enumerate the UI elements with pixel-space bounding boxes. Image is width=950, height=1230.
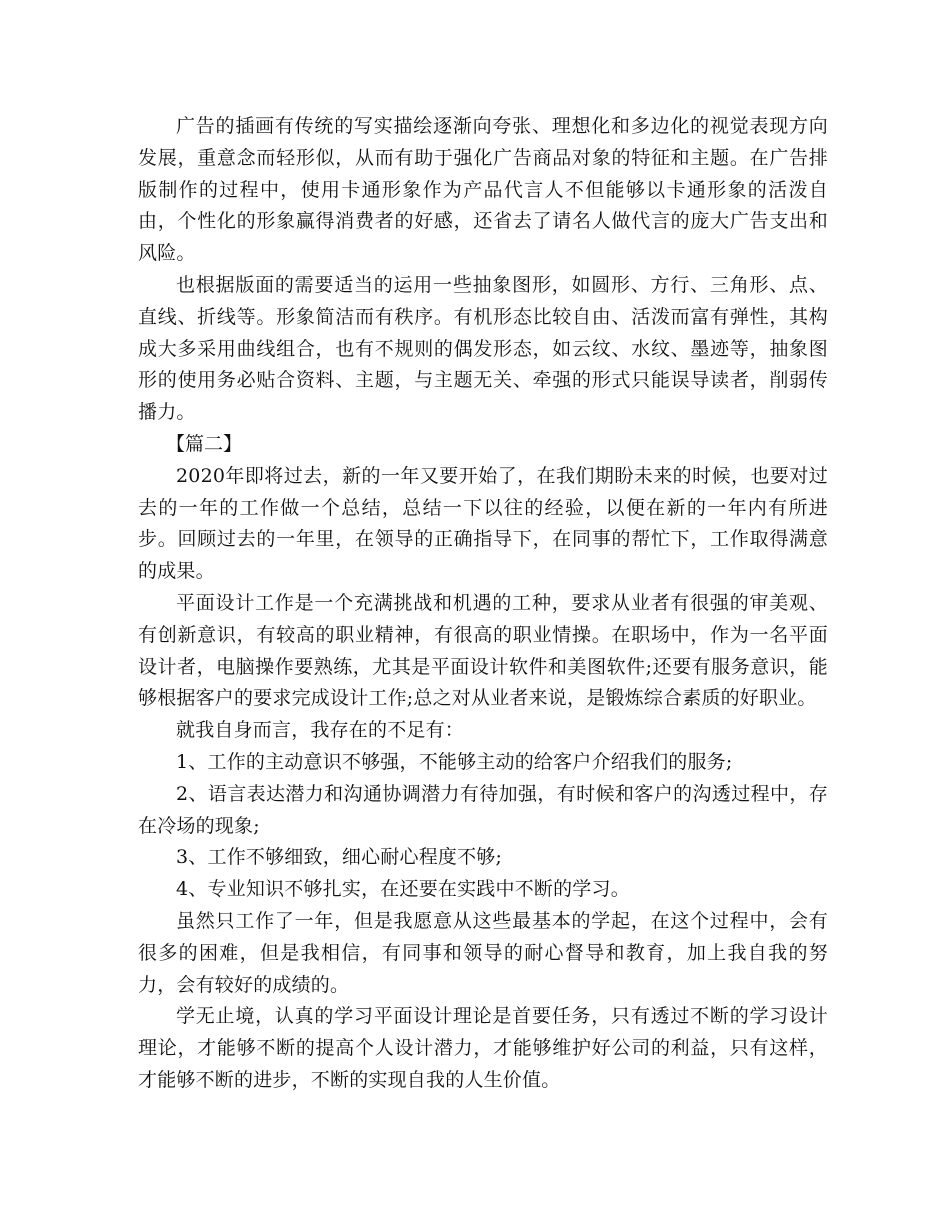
paragraph-continuous-learning: 学无止境，认真的学习平面设计理论是首要任务，只有透过不断的学习设计理论，才能够不断的提高个人设计潜力，才能够维护好公司的利益，只有这样，才能够不断的进步，不断的实现自我的人生价值。 xyxy=(138,1005,828,1091)
paragraph-shortcomings-intro: 就我自身而言，我存在的不足有： xyxy=(176,719,465,742)
paragraph-learning-attitude: 虽然只工作了一年，但是我愿意从这些最基本的学起，在这个过程中，会有很多的困难，但是我相信，有同事和领导的耐心督导和教育，加上我自我的努力，会有较好的成绩的。 xyxy=(138,909,828,996)
paragraph-illustration: 广告的插画有传统的写实描绘逐渐向夸张、理想化和多边化的视觉表现方向发展，重意念而轻形似，从而有助于强化广告商品对象的特征和主题。在广告排版制作的过程中，使用卡通形象作为产品代言人不但能够以卡通形象的活泼自由，个性化的形象赢得消费者的好感，还省去了请名人做代言的庞大广告支出和风险。 xyxy=(138,115,828,265)
list-item-shortcoming-1: 1、工作的主动意识不够强，不能够主动的给客户介绍我们的服务; xyxy=(176,750,733,773)
list-item-shortcoming-4: 4、专业知识不够扎实，在还要在实践中不断的学习。 xyxy=(176,878,630,901)
paragraph-year-summary: 2020年即将过去，新的一年又要开始了，在我们期盼未来的时候，也要对过去的一年的工作做一个总结，总结一下以往的经验，以便在新的一年内有所进步。回顾过去的一年里，在领导的正确指导下，在同事的帮忙下，工作取得满意的成果。 xyxy=(138,464,828,583)
section-heading: 【篇二】 xyxy=(166,432,243,455)
paragraph-abstract-shapes: 也根据版面的需要适当的运用一些抽象图形，如圆形、方行、三角形、点、直线、折线等。形象简洁而有秩序。有机形态比较自由、活泼而富有弹性，其构成大多采用曲线组合，也有不规则的偶发形态，如云纹、水纹、墨迹等，抽象图形的使用务必贴合资料、主题，与主题无关、牵强的形式只能误导读者，削弱传播力。 xyxy=(138,273,828,424)
list-item-shortcoming-2: 2、语言表达潜力和沟通协调潜力有待加强，有时候和客户的沟透过程中，存在冷场的现象; xyxy=(138,782,828,837)
document-body xyxy=(138,111,828,1097)
list-item-shortcoming-3: 3、工作不够细致，细心耐心程度不够; xyxy=(176,846,503,869)
paragraph-design-work: 平面设计工作是一个充满挑战和机遇的工种，要求从业者有很强的审美观、有创新意识，有较高的职业精神，有很高的职业情操。在职场中，作为一名平面设计者，电脑操作要熟练，尤其是平面设计软件和美图软件;还要有服务意识，能够根据客户的要求完成设计工作;总之对从业者来说，是锻炼综合素质的好职业。 xyxy=(138,591,828,710)
